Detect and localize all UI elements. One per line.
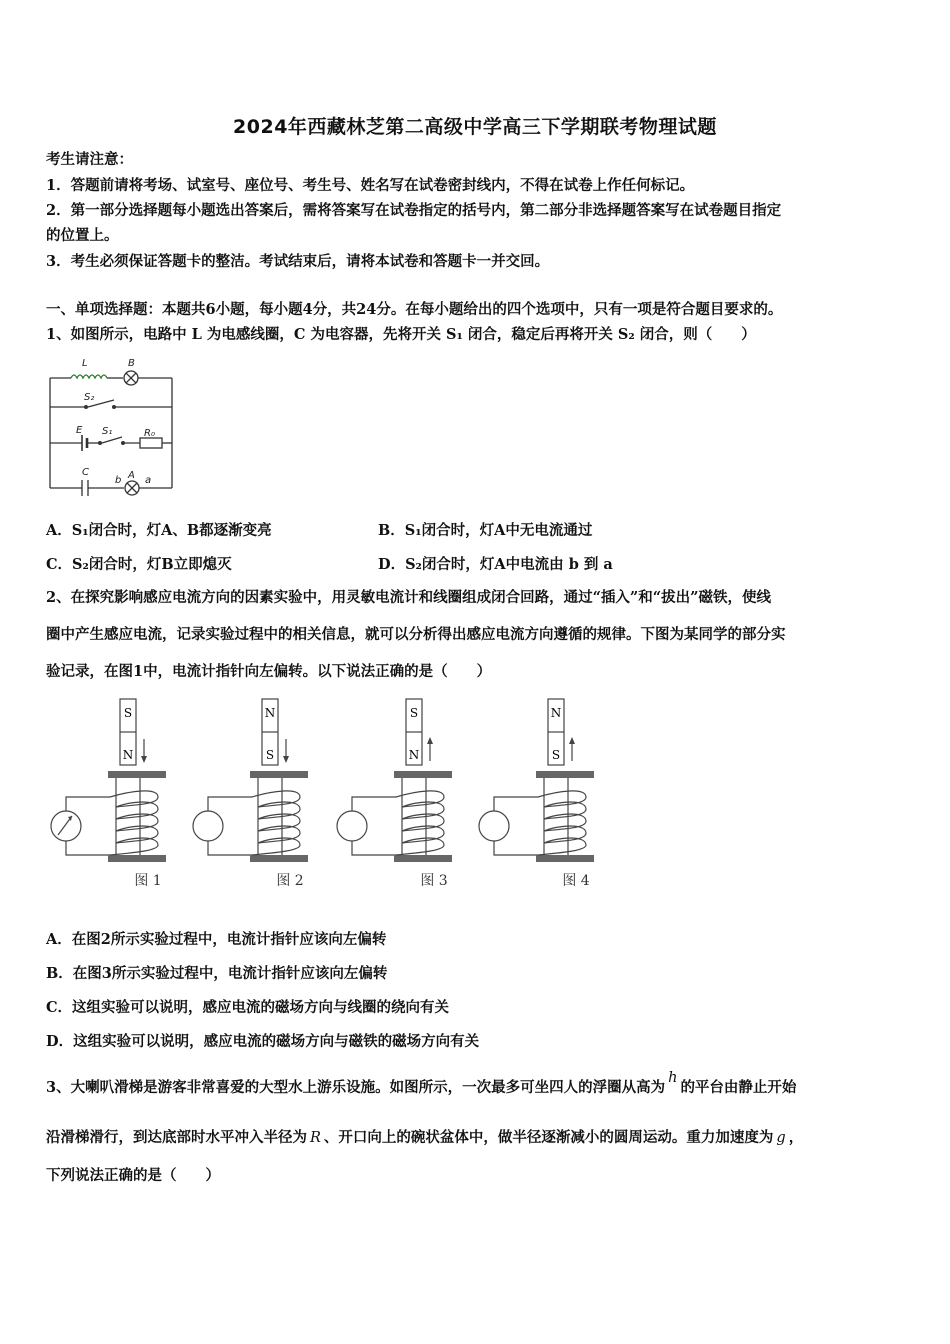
q1-stem: 1、如图所示，电路中 L 为电感线圈，C 为电容器，先将开关 S₁ 闭合，稳定后再将开关 S₂ 闭合，则（ ） (46, 326, 756, 343)
q3-symbol-R: R (310, 1130, 321, 1146)
q2-stem-line-1: 2、在探究影响感应电流方向的因素实验中，用灵敏电流计和线圈组成闭合回路，通过“插入”和“拔出”磁铁，使线 (46, 589, 771, 606)
notice-item-2: 2．第一部分选择题每小题选出答案后，需将答案写在试卷指定的括号内，第二部分非选择题答案写在试卷题目指定 (46, 202, 782, 219)
q3-stem-line-2 (46, 1128, 906, 1148)
fig1-bottom-pole: N (122, 748, 134, 762)
label-S1: S₁ (102, 426, 113, 437)
label-C: C (82, 467, 89, 478)
label-R0: R₀ (144, 428, 155, 439)
fig1-top-pole: S (123, 706, 133, 720)
fig2-caption: 图 2 (276, 873, 304, 889)
fig1-caption: 图 1 (134, 873, 162, 889)
fig2-bottom-pole: S (265, 748, 275, 762)
q3-stem-line-1 (46, 1070, 906, 1098)
q3-line1-end: 的平台由静止开始 (680, 1079, 797, 1096)
q3-line1-text: 3、大喇叭滑梯是游客非常喜爱的大型水上游乐设施。如图所示，一次最多可坐四人的浮圈从高为 (46, 1079, 666, 1096)
fig3-bottom-pole: N (408, 748, 420, 762)
label-b: b (115, 475, 122, 486)
page-title: 2024年西藏林芝第二高级中学高三下学期联考物理试题 (233, 116, 717, 138)
q2-option-d: D．这组实验可以说明，感应电流的磁场方向与磁铁的磁场方向有关 (46, 1033, 480, 1050)
q2-stem-line-3: 验记录，在图1中，电流计指针向左偏转。以下说法正确的是（ ） (46, 663, 492, 680)
fig2-top-pole: N (264, 706, 276, 720)
fig4-bottom-pole: S (551, 748, 561, 762)
fig3-caption: 图 3 (420, 873, 448, 889)
q1-circuit-diagram (44, 352, 179, 497)
q1-option-d: D．S₂闭合时，灯A中电流由 b 到 a (378, 556, 613, 573)
label-L: L (82, 358, 88, 369)
figure-1 (51, 699, 166, 889)
label-S2: S₂ (84, 392, 95, 403)
label-B: B (128, 358, 135, 369)
q2-figures (40, 695, 620, 895)
fig3-top-pole: S (409, 706, 419, 720)
q1-option-c: C．S₂闭合时，灯B立即熄灭 (46, 556, 232, 573)
label-a: a (145, 475, 152, 486)
label-E: E (76, 425, 83, 436)
q2-option-c: C．这组实验可以说明，感应电流的磁场方向与线圈的绕向有关 (46, 999, 450, 1016)
q3-symbol-h: h (668, 1070, 678, 1086)
q3-line2-a: 沿滑梯滑行，到达底部时水平冲入半径为 (46, 1129, 307, 1146)
fig4-caption: 图 4 (562, 873, 590, 889)
figure-2 (193, 699, 308, 889)
q2-option-b: B．在图3所示实验过程中，电流计指针应该向左偏转 (46, 965, 388, 982)
q1-option-a: A．S₁闭合时，灯A、B都逐渐变亮 (46, 522, 272, 539)
q3-symbol-g: g (776, 1130, 786, 1146)
notice-item-2-cont: 的位置上。 (46, 227, 119, 244)
q3-line2-c: ， (788, 1129, 804, 1146)
label-A: A (128, 470, 135, 481)
notice-item-1: 1．答题前请将考场、试室号、座位号、考生号、姓名写在试卷密封线内，不得在试卷上作任何标记。 (46, 177, 695, 194)
notice-heading: 考生请注意： (46, 151, 133, 168)
q1-option-b: B．S₁闭合时，灯A中无电流通过 (378, 522, 593, 539)
figure-4 (479, 699, 594, 889)
q3-stem-line-3: 下列说法正确的是（ ） (46, 1167, 220, 1184)
q2-stem-line-2: 圈中产生感应电流，记录实验过程中的相关信息，就可以分析得出感应电流方向遵循的规律。下图为某同学的部分实 (46, 626, 786, 643)
q2-option-a: A．在图2所示实验过程中，电流计指针应该向左偏转 (46, 931, 387, 948)
figure-3 (337, 699, 452, 889)
notice-item-3: 3．考生必须保证答题卡的整洁。考试结束后，请将本试卷和答题卡一并交回。 (46, 253, 550, 270)
q3-line2-b: 、开口向上的碗状盆体中，做半径逐渐减小的圆周运动。重力加速度为 (323, 1129, 774, 1146)
section-heading: 一、单项选择题：本题共6小题，每小题4分，共24分。在每小题给出的四个选项中，只有一项是符合题目要求的。 (46, 301, 783, 318)
fig4-top-pole: N (550, 706, 562, 720)
